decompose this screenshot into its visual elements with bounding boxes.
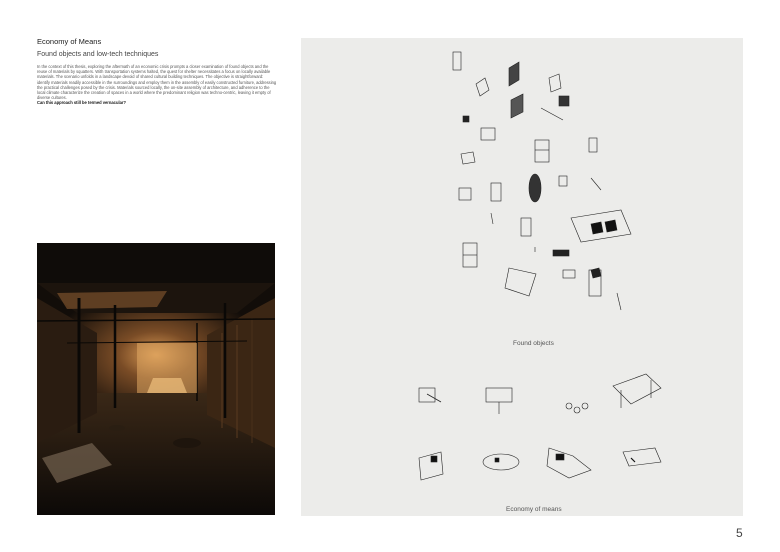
page-title: Economy of Means [37,37,102,46]
body-paragraph: In the context of this thesis, exploring the aftermath of an economic crisis prompts a closer examination of found objects and the reuse of materials by squatters. With transportation systems halted, the quest for shelter necessitates a focus on locally available materials. The scenario unfolds in a landscape devoid of shared cultural building techniques. The objective is straightforward: identify materials readily accessible in the surroundings and employ them in the assembly of easily constructed furniture, addressing the practical challenges posed by the crisis. Materials sourced locally, the on-site assembly of architecture, and adherence to the local climate characterize the creation of spaces in a world where the predominant religion was techno-centric, leaving it empty of diverse cultures. [37,64,277,101]
interior-render-image [37,243,275,515]
economy-of-means-caption: Economy of means [506,506,562,513]
interior-render-graphic [37,243,275,515]
body-question: Can this approach still be termed vernacular? [37,100,126,106]
page-subtitle: Found objects and low-tech techniques [37,51,159,58]
page-number: 5 [736,526,743,540]
drawings-panel [301,38,743,516]
found-objects-caption: Found objects [513,340,554,347]
found-objects-axonometrics [301,38,743,516]
body-text [37,64,277,106]
